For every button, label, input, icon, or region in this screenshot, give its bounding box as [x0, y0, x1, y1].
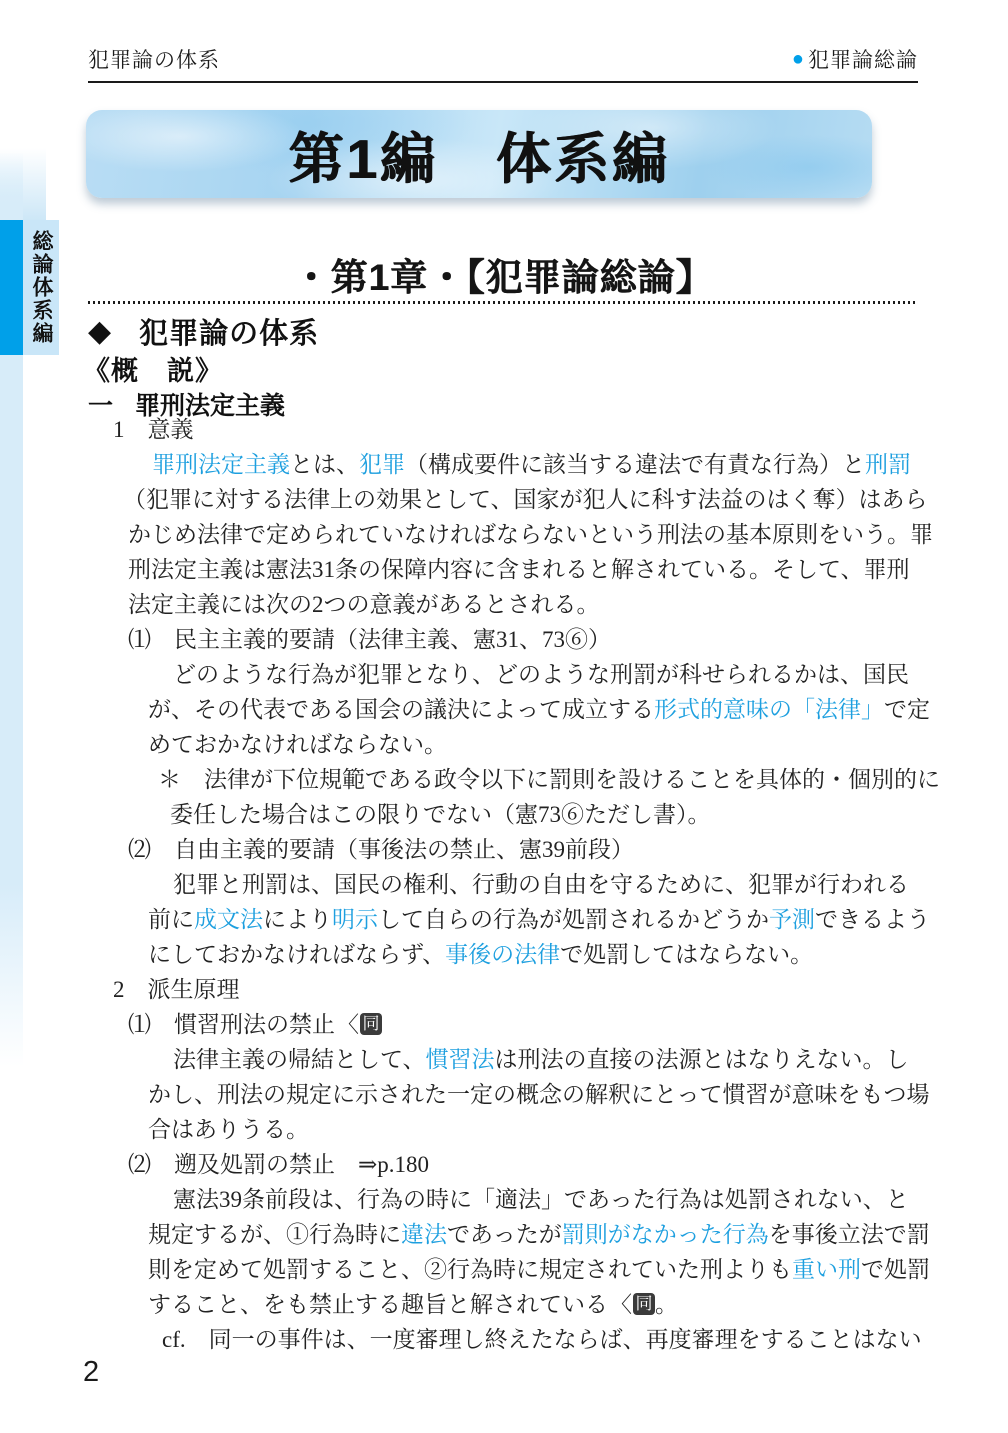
body-text: ⑵ 自由主義的要請（事後法の禁止、憲39前段）: [128, 837, 634, 862]
body-text: とは、: [290, 452, 359, 477]
body-text: 委任した場合はこの限りでない（憲73⑥ただし書）。: [170, 802, 711, 827]
body-line: [88, 1217, 930, 1252]
body-line: [88, 1042, 918, 1077]
body-line: [88, 1252, 930, 1287]
sidebar-tab: [23, 220, 59, 355]
body-text: どのような行為が犯罪となり、どのような刑罰が科せられるかは、国民: [173, 662, 909, 687]
body-line: [88, 832, 918, 867]
header-right-text: 犯罪論総論: [808, 49, 918, 72]
keyword-highlight: 形式的意味の「法律」: [654, 697, 884, 722]
sidebar-tab-label: 総論体系編: [30, 230, 53, 345]
header-right-title: [792, 44, 918, 74]
body-line: [88, 692, 930, 727]
body-line: [88, 482, 928, 517]
body-text: ＊ 法律が下位規範である政令以下に罰則を設けることを具体的・個別的に: [158, 767, 940, 792]
sidebar-tab-dark-block: [0, 220, 23, 355]
heading-title: 罪刑法定主義: [135, 393, 286, 420]
body-line: [88, 902, 930, 937]
body-text: 犯罪と刑罰は、国民の権利、行動の自由を守るために、犯罪が行われる: [173, 872, 909, 897]
body-text: を事後立法で罰: [768, 1222, 930, 1247]
body-text: すること、をも禁止する趣旨と解されている: [148, 1292, 608, 1317]
keyword-highlight: 慣習法: [425, 1047, 495, 1072]
body-line: [88, 517, 933, 552]
body-line: [88, 762, 940, 797]
body-text: かし、刑法の規定に示された一定の概念の解釈にとって慣習が意味をもつ場: [148, 1082, 930, 1107]
keyword-highlight: 罰則がなかった行為: [561, 1222, 769, 1247]
keyword-highlight: 重い刑: [792, 1257, 861, 1282]
body-text: ⑵ 遡及処罰の禁止 ⇒p.180: [128, 1152, 430, 1177]
body-text: 法定主義には次の2つの意義があるとされる。: [128, 592, 600, 617]
body-line: [88, 587, 918, 622]
body-text: して自らの行為が処罰されるかどうか: [378, 907, 769, 932]
body-line: [88, 552, 918, 587]
body-line: [88, 972, 918, 1007]
part-banner-title: 第1編 体系編: [288, 127, 670, 190]
body-line: [88, 867, 918, 902]
body-text: で処罰: [861, 1257, 930, 1282]
body-text: （構成要件に該当する違法で有責な行為）と: [405, 452, 865, 477]
body-line: [88, 1147, 918, 1182]
body-text: 前に: [148, 907, 194, 932]
keyword-highlight: 予測: [769, 907, 815, 932]
reference-bracket-icon: 〈: [337, 1012, 360, 1037]
body-text: にしておかなければならず、: [148, 942, 446, 967]
body-text: で処罰してはならない。: [560, 942, 814, 967]
body-text: 合はありうる。: [148, 1117, 309, 1142]
body-text: 則を定めて処罰すること、②行為時に規定されていた刑よりも: [148, 1257, 792, 1282]
keyword-highlight: 事後の法律: [445, 942, 561, 967]
body-text: めておかなければならない。: [148, 732, 447, 757]
overview-heading: 《概 説》: [83, 356, 223, 386]
body-text: は刑法の直接の法源とはなりえない。し: [494, 1047, 909, 1072]
body-text: により: [263, 907, 332, 932]
body-text: ⑴ 民主主義的要請（法律主義、憲31、73⑥）: [128, 627, 611, 652]
body-line: [88, 1322, 922, 1357]
body-line: [88, 1287, 918, 1322]
chapter-heading: ・第1章・【犯罪論総論】: [292, 257, 714, 298]
keyword-highlight: 刑罰: [865, 452, 911, 477]
body-line: [88, 797, 918, 832]
page-number: 2: [83, 1356, 100, 1388]
body-line: [88, 1112, 918, 1147]
bullet-icon: ●: [791, 48, 805, 70]
reference-box-label: 同: [633, 1293, 655, 1315]
keyword-highlight: 明示: [332, 907, 378, 932]
body-text: であったが: [447, 1222, 562, 1247]
keyword-highlight: 犯罪: [359, 452, 405, 477]
body-line: [88, 657, 918, 692]
body-text: できるよう: [815, 907, 930, 932]
body-text: で定: [884, 697, 930, 722]
body-line: [88, 1182, 918, 1217]
same-reference-badge: [335, 1007, 382, 1042]
body-text: 。: [655, 1292, 679, 1317]
body-text: （犯罪に対する法律上の効果として、国家が犯人に科す法益のはく奪）はあら: [123, 487, 928, 512]
header-left-title: 犯罪論の体系: [88, 49, 220, 72]
body-line: [88, 727, 918, 762]
body-line: [88, 1077, 930, 1112]
reference-box-label: 同: [360, 1013, 382, 1035]
part-banner: [86, 110, 872, 198]
reference-bracket-icon: 〈: [610, 1292, 633, 1317]
section-title: 犯罪論の体系: [139, 318, 320, 350]
keyword-highlight: 成文法: [194, 907, 263, 932]
section-heading: [88, 311, 319, 352]
body-text: 規定するが、①行為時に: [148, 1222, 401, 1247]
dotted-divider: [88, 301, 918, 304]
body-line: [88, 1007, 918, 1042]
running-header: [88, 44, 918, 83]
body-text: 1 意義: [113, 417, 194, 442]
body-line: [88, 622, 918, 657]
body-text: 憲法39条前段は、行為の時に「適法」であった行為は処罰されない、と: [173, 1187, 909, 1212]
body-text: ⑴ 慣習刑法の禁止: [128, 1012, 335, 1037]
body-text: 2 派生原理: [113, 977, 240, 1002]
body-line: [88, 937, 918, 972]
keyword-highlight: 違法: [401, 1222, 447, 1247]
body-text: 法律主義の帰結として、: [173, 1047, 426, 1072]
keyword-highlight: 罪刑法定主義: [152, 452, 290, 477]
body-line: [88, 412, 918, 447]
diamond-icon: ◆: [88, 314, 113, 348]
body-line: [88, 447, 918, 482]
body-text: が、その代表である国会の議決によって成立する: [148, 697, 654, 722]
body-text: かじめ法律で定められていなければならないという刑法の基本原則をいう。罪: [128, 522, 933, 547]
body-text: 刑法定主義は憲法31条の保障内容に含まれると解されている。そして、罪刑: [128, 557, 910, 582]
heading-number: 一: [88, 393, 114, 420]
same-reference-badge: [608, 1287, 655, 1322]
body-text-block: [88, 412, 940, 1357]
body-text: cf. 同一の事件は、一度審理し終えたならば、再度審理をすることはない: [162, 1327, 922, 1352]
